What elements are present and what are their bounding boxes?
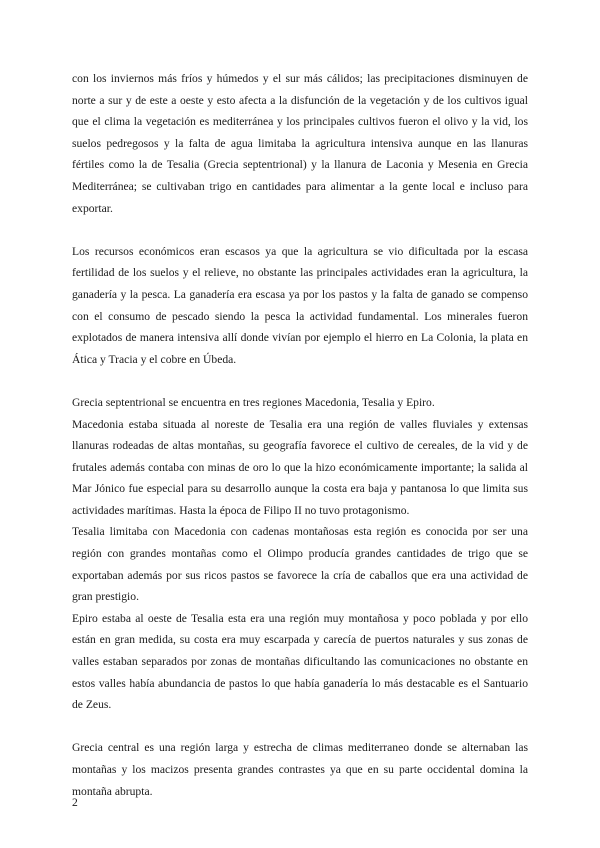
paragraph-northern-greece-intro: Grecia septentrional se encuentra en tres regiones Macedonia, Tesalia y Epiro. <box>72 395 435 409</box>
paragraph-economic-resources: Los recursos económicos eran escasos ya que la agricultura se vio dificultada por la escasa fertilidad de los suelos y el relieve, no obstante las principales actividades eran la agricultura, la ganadería y la pesca. La ganadería era escasa ya por los pastos y la falta de ganado se compenso con el consumo de pescado siendo la pesca la actividad fundamental. Los minerales fueron explotados de manera intensiva allí donde vivían por ejemplo el hierro en La Colonia, la plata en Ática y Tracia y el cobre en Úbeda. <box>72 244 528 366</box>
paragraph-central-greece: Grecia central es una región larga y estrecha de climas mediterraneo donde se alternaban las montañas y los macizos presenta grandes contrastes ya que en su parte occidental domina la montaña abrupta. <box>72 741 528 798</box>
paragraph-epiro: Epiro estaba al oeste de Tesalia esta era una región muy montañosa y poco poblada y por ello están en gran medida, su costa era muy escarpada y carecía de puertos naturales y sus zonas de valles estaban separados por zonas de montañas dificultando las comunicaciones no obstante en estos valles había abundancia de pastos lo que había ganadería lo más destacable es el Santuario de Zeus. <box>72 611 528 712</box>
paragraph-tesalia: Tesalia limitaba con Macedonia con cadenas montañosas esta región es conocida por ser una región con grandes montañas como el Olimpo producía grandes cantidades de trigo que se exportaban además por sus ricos pastos se favorece la cría de caballos que era una actividad de gran prestigio. <box>72 525 528 604</box>
paragraph-climate-agriculture: con los inviernos más fríos y húmedos y el sur más cálidos; las precipitaciones disminuyen de norte a sur y de este a oeste y esto afecta a la disfunción de la vegetación y de los cultivos igual que el clima la vegetación es mediterránea y los principales cultivos fueron el olivo y la vid, los suelos pedregosos y la falta de agua limitaba la agricultura intensiva aunque en las llanuras fértiles como la de Tesalia (Grecia septentrional) y la llanura de Laconia y Mesenia en Grecia Mediterránea; se cultivaban trigo en cantidades para alimentar a la gente local e incluso para exportar. <box>72 72 528 215</box>
page-number: 2 <box>72 796 78 809</box>
paragraph-macedonia: Macedonia estaba situada al noreste de Tesalia era una región de valles fluviales y extensas llanuras rodeadas de altas montañas, su geografía favorece el cultivo de cereales, de la vid y de frutales además contaba con minas de oro lo que la hizo económicamente importante; la salida al Mar Jónico fue especial para su desarrollo aunque la costa era baja y pantanosa lo que limita sus actividades marítimas. Hasta la época de Filipo II no tuvo protagonismo. <box>72 417 528 517</box>
document-body <box>72 68 528 802</box>
